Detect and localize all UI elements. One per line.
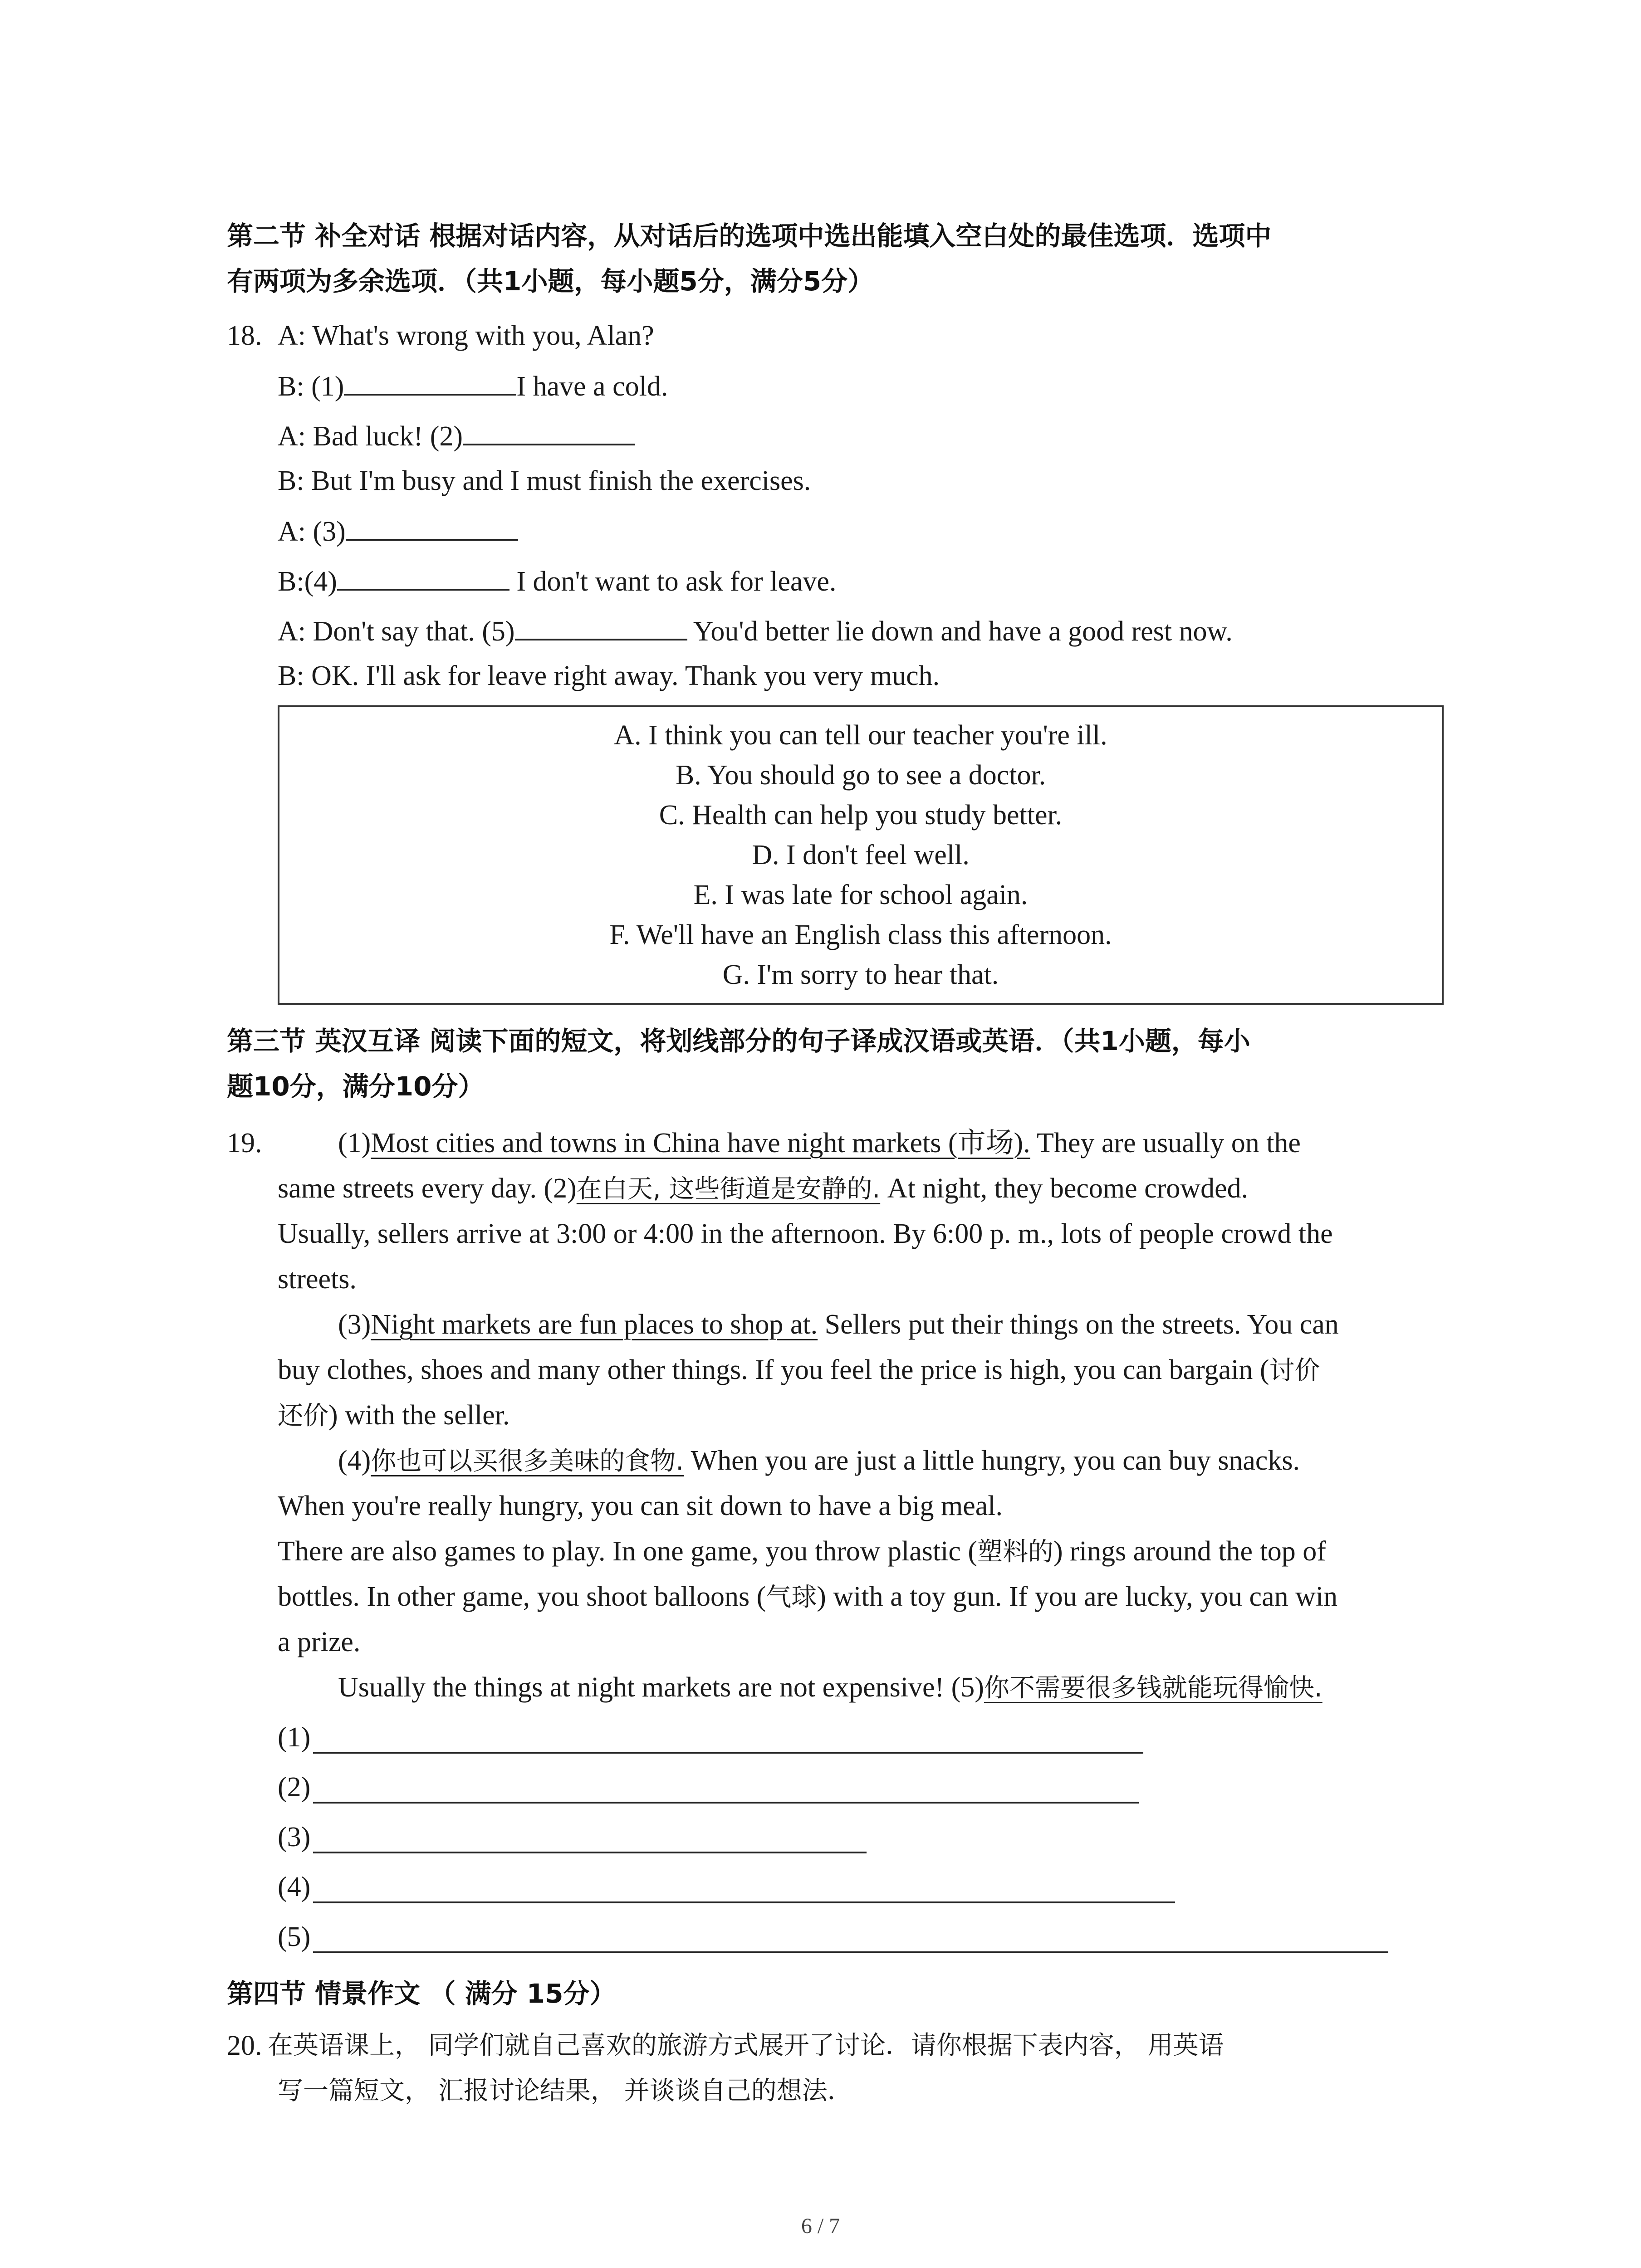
option-b: B. You should go to see a doctor. [675,760,1046,791]
passage-text: ) with the seller. [328,1400,510,1431]
dialogue-text: I don't want to ask for leave. [509,566,837,597]
passage-text: (3) [338,1309,371,1340]
underlined-sentence-4: 你也可以买很多美味的食物. [371,1447,684,1476]
q20-prompt-line1: 在英语课上， 同学们就自己喜欢的旅游方式展开了讨论．请你根据下表内容， 用英语 [268,2031,1224,2060]
dialogue-line-8: B: OK. I'll ask for leave right away. Thank you very much. [278,660,940,691]
answer-line-5[interactable] [313,1950,1388,1953]
dialogue-text: You'd better lie down and have a good rest now. [687,616,1233,647]
passage-text: When you are just a little hungry, you can buy snacks. [684,1445,1300,1476]
passage-text: Sellers put their things on the streets. You can [818,1309,1339,1340]
passage-line [278,1352,1320,1389]
underlined-sentence-3: Night markets are fun places to shop at. [371,1309,818,1340]
passage-text: At night, they become crowded. [880,1173,1249,1204]
dialogue-line-1: A: What's wrong with you, Alan? [278,320,654,351]
page-number: 6 / 7 [801,2214,840,2238]
q19-number: 19. [227,1128,262,1158]
passage-text: bottles. In other game, you shoot balloons ( [278,1581,766,1612]
underlined-sentence-1: Most cities and towns in China have night markets (市场). [371,1128,1030,1158]
passage-line: When you're really hungry, you can sit down to have a big meal. [278,1491,1003,1521]
dialogue-line-5 [278,513,518,550]
answer-label-1: (1) [278,1722,311,1753]
q20-prompt-line2: 写一篇短文， 汇报讨论结果， 并谈谈自己的想法． [278,2076,853,2106]
passage-line [338,1125,1301,1161]
passage-line: Usually, sellers arrive at 3:00 or 4:00 in the afternoon. By 6:00 p. m., lots of people crowd the [278,1218,1333,1249]
blank-1[interactable] [344,367,516,396]
blank-5[interactable] [515,612,687,640]
answer-label-5: (5) [278,1921,311,1952]
option-d: D. I don't feel well. [752,840,970,870]
passage-line: streets. [278,1264,357,1295]
dialogue-text: I have a cold. [516,371,668,402]
passage-line [278,1397,509,1434]
dialogue-line-2 [278,367,668,405]
dialogue-text: B:(4) [278,566,337,597]
option-e: E. I was late for school again. [693,880,1028,910]
answer-label-2: (2) [278,1772,311,1803]
passage-text: (4) [338,1445,371,1476]
blank-3[interactable] [346,513,518,541]
section3-header-line2: 题10分，满分10分） [227,1071,485,1102]
dialogue-text: A: Don't say that. (5) [278,616,515,647]
passage-text: ) rings around the top of [1053,1536,1326,1567]
passage-line [278,1533,1326,1570]
section3-header-line1: 第三节 英汉互译 阅读下面的短文，将划线部分的句子译成汉语或英语．（共1小题，每小 [227,1026,1250,1056]
passage-text: There are also games to play. In one game, you throw plastic ( [278,1536,978,1567]
dialogue-line-4: B: But I'm busy and I must finish the exercises. [278,465,811,496]
passage-text: buy clothes, shoes and many other things. If you feel the price is high, you can bargain ( [278,1354,1269,1385]
passage-text: Usually the things at night markets are not expensive! (5) [338,1672,984,1703]
dialogue-text: A: (3) [278,516,346,547]
passage-line [338,1442,1300,1480]
q20-number: 20. [227,2030,262,2061]
answer-line-4[interactable] [313,1900,1175,1903]
section2-header-line2: 有两项为多余选项．（共1小题，每小题5分，满分5分） [227,266,874,297]
gloss-text: 讨价 [1269,1356,1320,1385]
q18-number: 18. [227,320,262,351]
option-c: C. Health can help you study better. [659,800,1063,831]
answer-line-2[interactable] [313,1800,1139,1804]
passage-line: a prize. [278,1627,361,1657]
section4-header: 第四节 情景作文 （ 满分 15分） [227,1978,616,2009]
answer-line-3[interactable] [313,1850,867,1853]
dialogue-line-6 [278,562,836,600]
answer-label-3: (3) [278,1822,311,1853]
dialogue-text: B: (1) [278,371,344,402]
passage-text: They are usually on the [1030,1128,1301,1158]
passage-line [278,1170,1248,1207]
dialogue-line-3 [278,417,635,455]
passage-line [338,1306,1339,1343]
options-box [278,705,1444,1005]
passage-line [338,1669,1323,1706]
passage-text: ) with a toy gun. If you are lucky, you can win [817,1581,1338,1612]
gloss-text: 还价 [278,1401,328,1431]
answer-line-1[interactable] [313,1750,1143,1754]
gloss-text: 塑料的 [977,1537,1054,1567]
passage-text: same streets every day. (2) [278,1173,577,1204]
passage-text: (1) [338,1128,371,1158]
option-f: F. We'll have an English class this afternoon. [609,919,1112,950]
underlined-sentence-5: 你不需要很多钱就能玩得愉快. [984,1673,1323,1703]
answer-label-4: (4) [278,1872,311,1902]
dialogue-line-7 [278,612,1233,650]
passage-line [278,1579,1337,1616]
option-g: G. I'm sorry to hear that. [722,959,999,990]
section2-header-line1: 第二节 补全对话 根据对话内容，从对话后的选项中选出能填入空白处的最佳选项．选项中 [227,220,1272,251]
dialogue-text: A: Bad luck! (2) [278,421,463,452]
underlined-sentence-2: 在白天, 这些街道是安静的. [576,1174,881,1204]
blank-2[interactable] [463,417,635,445]
blank-4[interactable] [337,562,509,591]
option-a: A. I think you can tell our teacher you're ill. [614,720,1107,751]
gloss-text: 气球 [766,1583,817,1612]
